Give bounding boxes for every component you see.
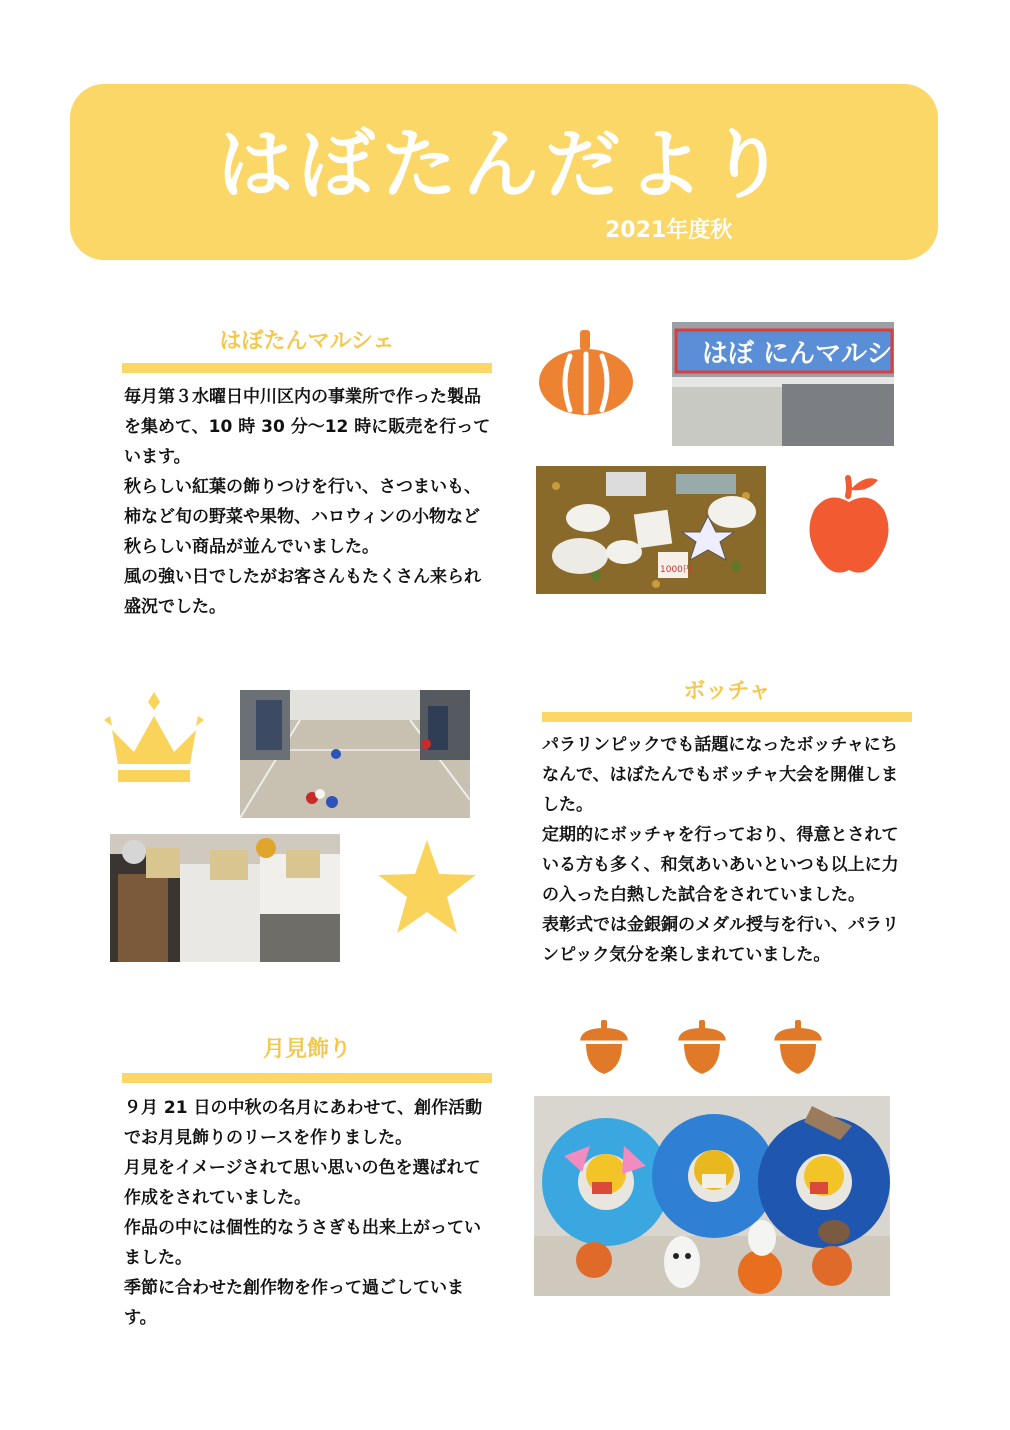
photo-marche-sign bbox=[672, 322, 918, 446]
crown-icon bbox=[100, 690, 208, 788]
section-body-marche: 毎月第３水曜日中川区内の事業所で作った製品を集めて、10 時 30 分～12 時に販売を行っています。 秋らしい紅葉の飾りつけを行い、さつまいも、柿など旬の野菜や果物、ハロウィンの小物など秋らしい商品が並んでいました。 風の強い日でしたがお客さんもたくさん来られ盛況でした。 bbox=[124, 387, 491, 617]
section-body-boccia: パラリンピックでも話題になったボッチャにちなんで、はぼたんでもボッチャ大会を開催しました。 定期的にボッチャを行っており、得意とされている方も多く、和気あいあいといつも以上に力の入った白熱した試合をされていました。 表彰式では金銀銅のメダル授与を行い、パラリンピック気分を楽しまれていました。 bbox=[542, 735, 899, 965]
star-icon bbox=[376, 838, 478, 936]
section-title-tsukimi: 月見飾り bbox=[262, 1037, 351, 1062]
photo-tsukimi-wreaths bbox=[534, 1096, 890, 1296]
section-bar-boccia bbox=[542, 712, 912, 722]
page-title: はぼたんだより bbox=[217, 120, 791, 209]
header-banner bbox=[70, 84, 938, 260]
acorn-icon bbox=[576, 1020, 632, 1076]
apple-icon bbox=[806, 470, 892, 580]
photo-boccia-court bbox=[240, 690, 470, 818]
page-subtitle: 2021年度秋 bbox=[605, 218, 733, 243]
pumpkin-icon bbox=[536, 328, 636, 416]
section-bar-marche bbox=[122, 363, 492, 373]
section-bar-tsukimi bbox=[122, 1073, 492, 1083]
acorn-icon bbox=[674, 1020, 730, 1076]
photo-marche-tableware bbox=[536, 466, 766, 594]
photo-boccia-medals bbox=[110, 834, 340, 962]
section-title-boccia: ボッチャ bbox=[683, 679, 771, 704]
section-body-tsukimi: ９月 21 日の中秋の名月にあわせて、創作活動でお月見飾りのリースを作りました。 月見をイメージされて思い思いの色を選ばれて作成をされていました。 作品の中には個性的なうさぎも出来上がっていました。 季節に合わせた創作物を作って過ごしています。 bbox=[124, 1098, 483, 1328]
photo-price-tag: 1000円 bbox=[660, 565, 692, 575]
acorn-icon bbox=[770, 1020, 826, 1076]
photo-sign-text: はぼ にんマルシェ bbox=[702, 339, 918, 369]
section-title-marche: はぼたんマルシェ bbox=[219, 329, 395, 354]
